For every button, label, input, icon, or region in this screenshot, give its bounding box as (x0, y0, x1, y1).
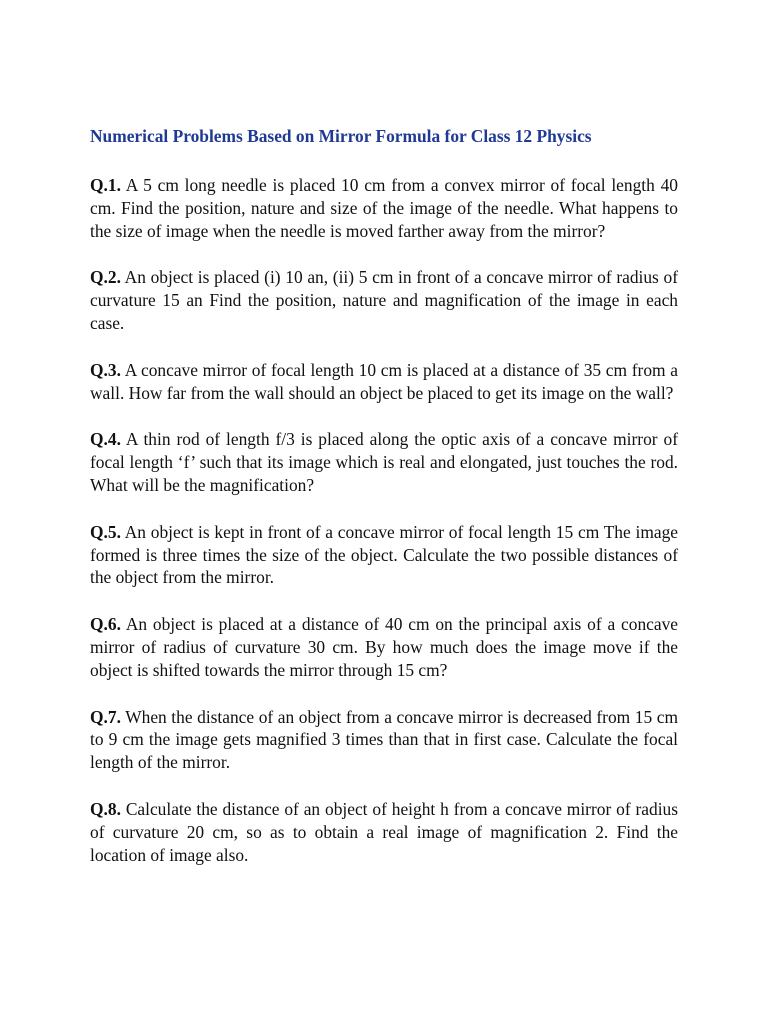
question-text: A 5 cm long needle is placed 10 cm from a convex mirror of focal length 40 cm. Find the position, nature and size of the image of the needle. What happens to the size of image when the needle is moved farther away from the mirror? (90, 175, 678, 241)
document-title: Numerical Problems Based on Mirror Formula for Class 12 Physics (90, 126, 592, 146)
question-number: Q.2. (90, 267, 121, 288)
question-number: Q.5. (90, 521, 121, 542)
question-text: An object is kept in front of a concave mirror of focal length 15 cm The image formed is three times the size of the object. Calculate the two possible distances of the object from the mirror. (90, 521, 678, 588)
question-text: Calculate the distance of an object of height h from a concave mirror of radius of curvature 20 cm, so as to obtain a real image of magnification 2. Find the location of image also. (90, 798, 678, 865)
question-number: Q.8. (90, 798, 121, 819)
question-6 (90, 613, 678, 681)
question-text: A thin rod of length f/3 is placed along the optic axis of a concave mirror of focal length ‘f’ such that its image which is real and elongated, just touches the rod. What will be the magnification? (90, 429, 678, 495)
question-5 (90, 521, 678, 589)
question-number: Q.1. (90, 175, 121, 195)
question-4 (90, 428, 678, 496)
question-text: When the distance of an object from a concave mirror is decreased from 15 cm to 9 cm the image gets magnified 3 times than that in first case. Calculate the focal length of the mirror. (90, 706, 678, 773)
question-number: Q.4. (90, 429, 121, 450)
question-text: An object is placed at a distance of 40 cm on the principal axis of a concave mirror of radius of curvature 30 cm. By how much does the image move if the object is shifted towards the mirror through 15 cm? (90, 614, 678, 680)
question-number: Q.6. (90, 614, 121, 635)
question-2 (90, 266, 678, 334)
question-text: A concave mirror of focal length 10 cm is placed at a distance of 35 cm from a wall. How far from the wall should an object be placed to get its image on the wall? (90, 359, 679, 403)
question-7 (90, 706, 678, 774)
question-1 (90, 174, 678, 242)
question-number: Q.3. (90, 359, 121, 380)
document-page (90, 124, 678, 890)
question-text: An object is placed (i) 10 an, (ii) 5 cm in front of a concave mirror of radius of curvature 15 an Find the position, nature and magnification of the image in each case. (90, 267, 678, 333)
question-3 (90, 359, 678, 405)
question-8 (90, 798, 678, 866)
question-number: Q.7. (90, 706, 121, 727)
